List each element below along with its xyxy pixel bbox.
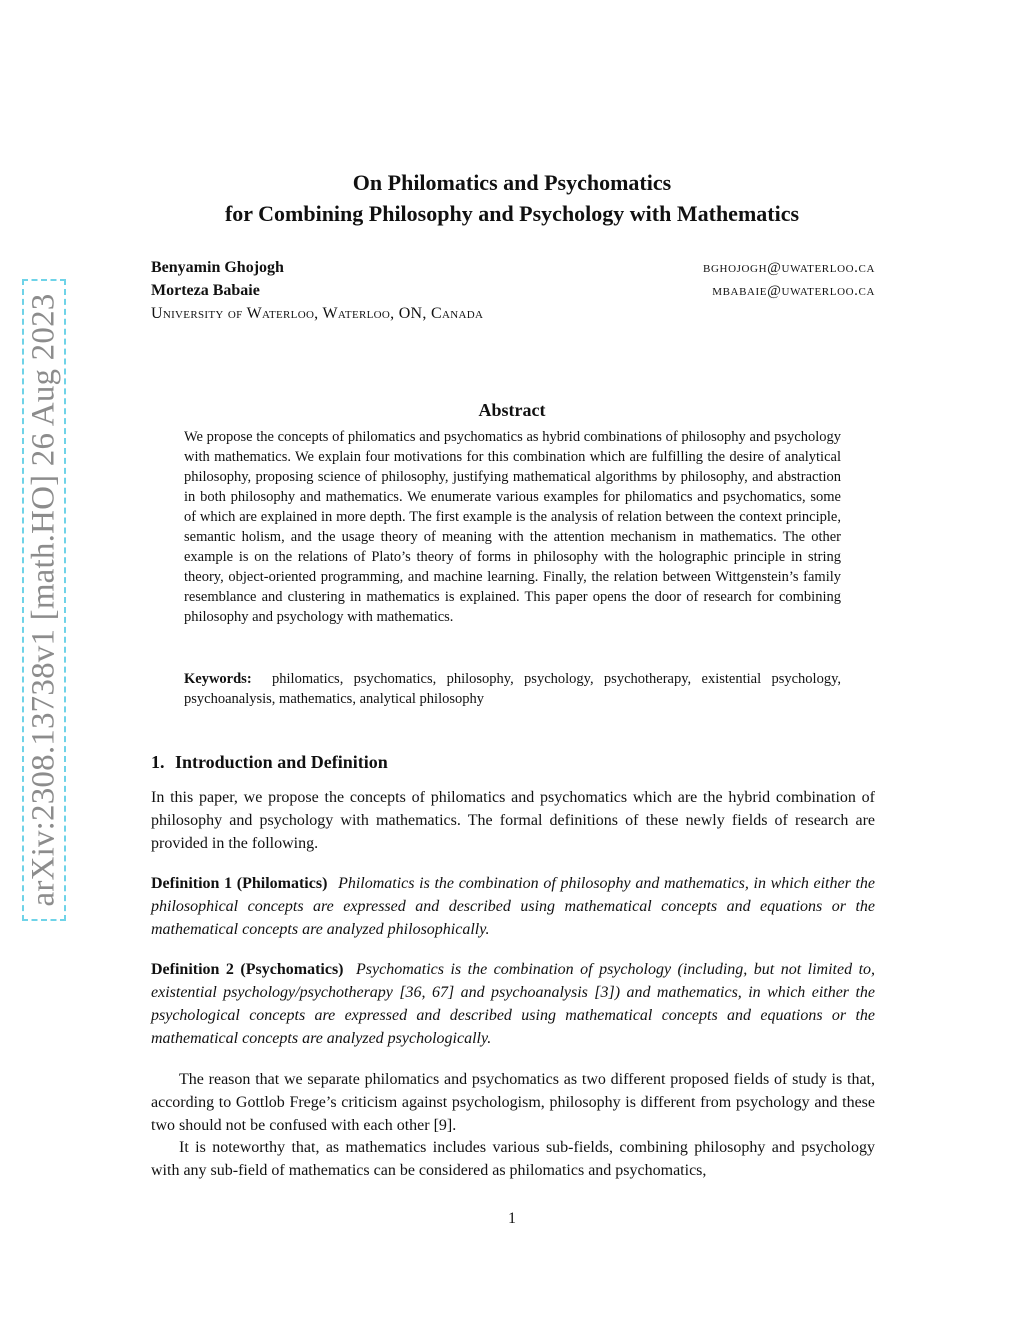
definition-2-body: Psychomatics is the combination of psychology (including, but not limited to, existential psychology/psychotherapy [36, 67] and psychoanalysis [3]) and mathematics, in which either the psychological concepts are expressed and described using mathematical concepts and equations or the mathematical concepts are analyzed psychologically. [151,961,876,1047]
definition-1-label: Definition 1 (Philomatics) [151,875,328,892]
arxiv-stamp-text: arXiv:2308.13738v1 [math.HO] 26 Aug 2023 [25,293,62,907]
abstract-text: We propose the concepts of philomatics and psychomatics as hybrid combinations of philosophy and psychology with mathematics. We explain four motivations for this combination which are fulfilling the desire of analytical philosophy, proposing science of philosophy, justifying mathematical algorithms by philosophy, and abstraction in both philosophy and mathematics. We enumerate various examples for philomatics and psychomatics, some of which are explained in more depth. The first example is the analysis of relation between the context principle, semantic holism, and the usage theory of meaning with the attention mechanism in mathematics. The other example is on the relations of Plato’s theory of forms in philosophy with the holographic principle in string theory, object-oriented programming, and machine learning. Finally, the relation between Wittgenstein’s family resemblance and clustering in mathematics is explained. This paper opens the door of research for combining philosophy and psychology with mathematics. [184,429,841,625]
intro-paragraph: In this paper, we propose the concepts of philomatics and psychomatics which are the hybrid combination of philosophy and psychology with mathematics. The formal definitions of these newly fields of research are provided in the following. [151,789,875,852]
arxiv-stamp [22,279,66,921]
keywords-label: Keywords: [184,671,252,687]
affiliation: University of Waterloo, Waterloo, ON, Canada [151,305,484,322]
noteworthy-paragraph: It is noteworthy that, as mathematics includes various sub-fields, combining philosophy and psychology with any sub-field of mathematics can be considered as philomatics and psychomatics, [151,1139,875,1179]
definition-1-body: Philomatics is the combination of philosophy and mathematics, in which either the philosophical concepts are expressed and described using mathematical concepts and equations or the mathematical concepts are analyzed philosophically. [151,875,875,938]
definition-2-label: Definition 2 (Psychomatics) [151,961,344,978]
abstract-heading: Abstract [478,400,546,420]
section-title: Introduction and Definition [175,752,388,772]
page-number: 1 [508,1210,516,1227]
title-line-2: for Combining Philosophy and Psychology with Mathematics [224,201,800,226]
title-line-1: On Philomatics and Psychomatics [352,170,672,195]
paper-title [0,167,1024,229]
author-name: Benyamin Ghojogh [151,259,284,276]
author-name: Morteza Babaie [151,282,260,299]
author-email[interactable]: mbabaie@uwaterloo.ca [712,283,875,299]
reason-paragraph: The reason that we separate philomatics and psychomatics as two different proposed fields of study is that, according to Gottlob Frege’s criticism against psychologism, philosophy is different from psychology and these two should not be confused with each other [9]. [151,1071,875,1134]
author-email[interactable]: bghojogh@uwaterloo.ca [703,260,875,276]
section-heading [151,750,388,774]
keywords [184,669,841,709]
keywords-text: philomatics, psychomatics, philosophy, psychology, psychotherapy, existential psychology, psychoanalysis, mathematics, analytical philosophy [184,671,842,707]
section-number: 1. [151,752,165,772]
definition-1 [151,872,875,941]
definition-2 [151,958,875,1050]
